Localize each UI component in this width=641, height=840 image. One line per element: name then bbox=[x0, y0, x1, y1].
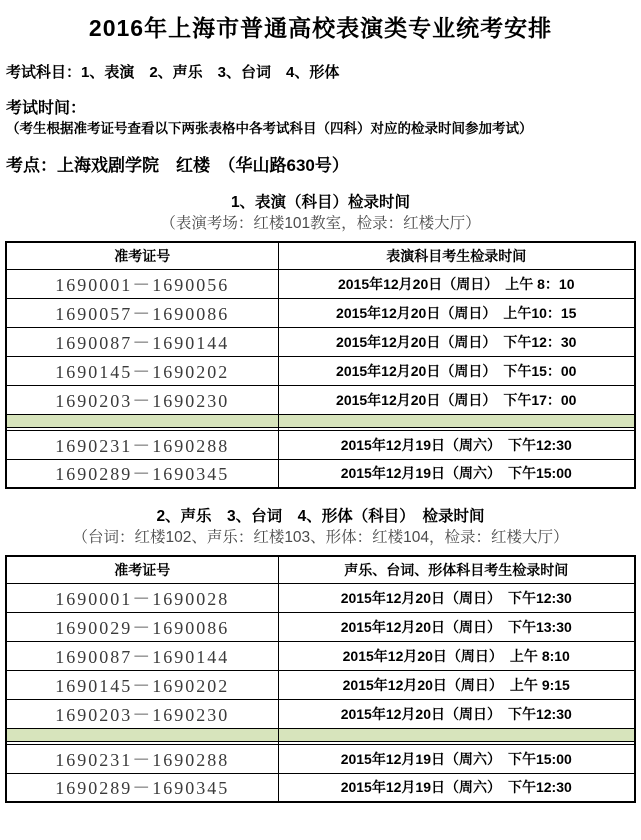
table-row bbox=[6, 583, 635, 612]
checkin-time-cell: 2015年12月20日（周日） 下午12:30 bbox=[278, 583, 635, 612]
checkin-time-cell: 2015年12月19日（周六） 下午12:30 bbox=[278, 773, 635, 802]
table2-heading: 2、声乐 3、台词 4、形体（科目） 检录时间 bbox=[156, 508, 485, 525]
green-separator-row bbox=[6, 414, 635, 427]
col-header-checkin-time: 声乐、台词、形体科目考生检录时间 bbox=[278, 556, 635, 583]
table-row bbox=[6, 385, 635, 414]
table-row bbox=[6, 699, 635, 728]
ticket-range-cell: 1690231－1690288 bbox=[6, 744, 278, 773]
ticket-range-cell: 1690001－1690028 bbox=[6, 583, 278, 612]
table-row bbox=[6, 641, 635, 670]
ticket-range-cell: 1690057－1690086 bbox=[6, 298, 278, 327]
ticket-range-cell: 1690145－1690202 bbox=[6, 670, 278, 699]
ticket-range-cell: 1690087－1690144 bbox=[6, 641, 278, 670]
table1-heading: 1、表演（科目）检录时间 bbox=[230, 194, 411, 211]
table-row bbox=[6, 269, 635, 298]
table-row bbox=[6, 670, 635, 699]
table-row bbox=[6, 356, 635, 385]
ticket-range-cell: 1690145－1690202 bbox=[6, 356, 278, 385]
ticket-range-cell: 1690289－1690345 bbox=[6, 459, 278, 488]
ticket-range-cell: 1690231－1690288 bbox=[6, 430, 278, 459]
performance-checkin-table bbox=[5, 241, 636, 489]
col-header-checkin-time: 表演科目考生检录时间 bbox=[278, 242, 635, 269]
table1-subheading: （表演考场：红楼101教室，检录：红楼大厅） bbox=[160, 215, 481, 232]
table-header-row bbox=[6, 242, 635, 269]
checkin-time-cell: 2015年12月20日（周日） 下午12：30 bbox=[278, 327, 635, 356]
ticket-range-cell: 1690087－1690144 bbox=[6, 327, 278, 356]
table-header-row bbox=[6, 556, 635, 583]
table-row bbox=[6, 744, 635, 773]
table-row bbox=[6, 612, 635, 641]
ticket-range-cell: 1690203－1690230 bbox=[6, 385, 278, 414]
exam-time-label: 考试时间： bbox=[6, 100, 87, 117]
ticket-range-cell: 1690289－1690345 bbox=[6, 773, 278, 802]
exam-venue-line: 考点：上海戏剧学院 红楼 （华山路630号） bbox=[6, 156, 349, 175]
ticket-range-cell: 1690203－1690230 bbox=[6, 699, 278, 728]
checkin-time-cell: 2015年12月20日（周日） 下午13:30 bbox=[278, 612, 635, 641]
checkin-time-cell: 2015年12月20日（周日） 下午17：00 bbox=[278, 385, 635, 414]
checkin-time-cell: 2015年12月19日（周六） 下午12:30 bbox=[278, 430, 635, 459]
page-title: 2016年上海市普通高校表演类专业统考安排 bbox=[88, 15, 553, 41]
checkin-time-cell: 2015年12月20日（周日） 上午10：15 bbox=[278, 298, 635, 327]
exam-subjects-line: 考试科目：1、表演 2、声乐 3、台词 4、形体 bbox=[6, 64, 340, 81]
table-row bbox=[6, 327, 635, 356]
other-subjects-checkin-table bbox=[5, 555, 636, 803]
checkin-time-cell: 2015年12月20日（周日） 上午 9:15 bbox=[278, 670, 635, 699]
col-header-admission-ticket: 准考证号 bbox=[6, 556, 278, 583]
checkin-time-cell: 2015年12月20日（周日） 下午15：00 bbox=[278, 356, 635, 385]
checkin-time-cell: 2015年12月20日（周日） 下午12:30 bbox=[278, 699, 635, 728]
table-row bbox=[6, 459, 635, 488]
checkin-time-cell: 2015年12月20日（周日） 上午 8：10 bbox=[278, 269, 635, 298]
table-row bbox=[6, 773, 635, 802]
table2-subheading: （台词：红楼102、声乐：红楼103、形体：红楼104，检录：红楼大厅） bbox=[72, 529, 569, 546]
ticket-range-cell: 1690029－1690086 bbox=[6, 612, 278, 641]
green-separator-row bbox=[6, 728, 635, 741]
exam-time-note: （考生根据准考证号查看以下两张表格中各考试科目（四科）对应的检录时间参加考试） bbox=[6, 121, 533, 136]
checkin-time-cell: 2015年12月19日（周六） 下午15:00 bbox=[278, 459, 635, 488]
checkin-time-cell: 2015年12月19日（周六） 下午15:00 bbox=[278, 744, 635, 773]
checkin-time-cell: 2015年12月20日（周日） 上午 8:10 bbox=[278, 641, 635, 670]
table-row bbox=[6, 430, 635, 459]
ticket-range-cell: 1690001－1690056 bbox=[6, 269, 278, 298]
table-row bbox=[6, 298, 635, 327]
col-header-admission-ticket: 准考证号 bbox=[6, 242, 278, 269]
